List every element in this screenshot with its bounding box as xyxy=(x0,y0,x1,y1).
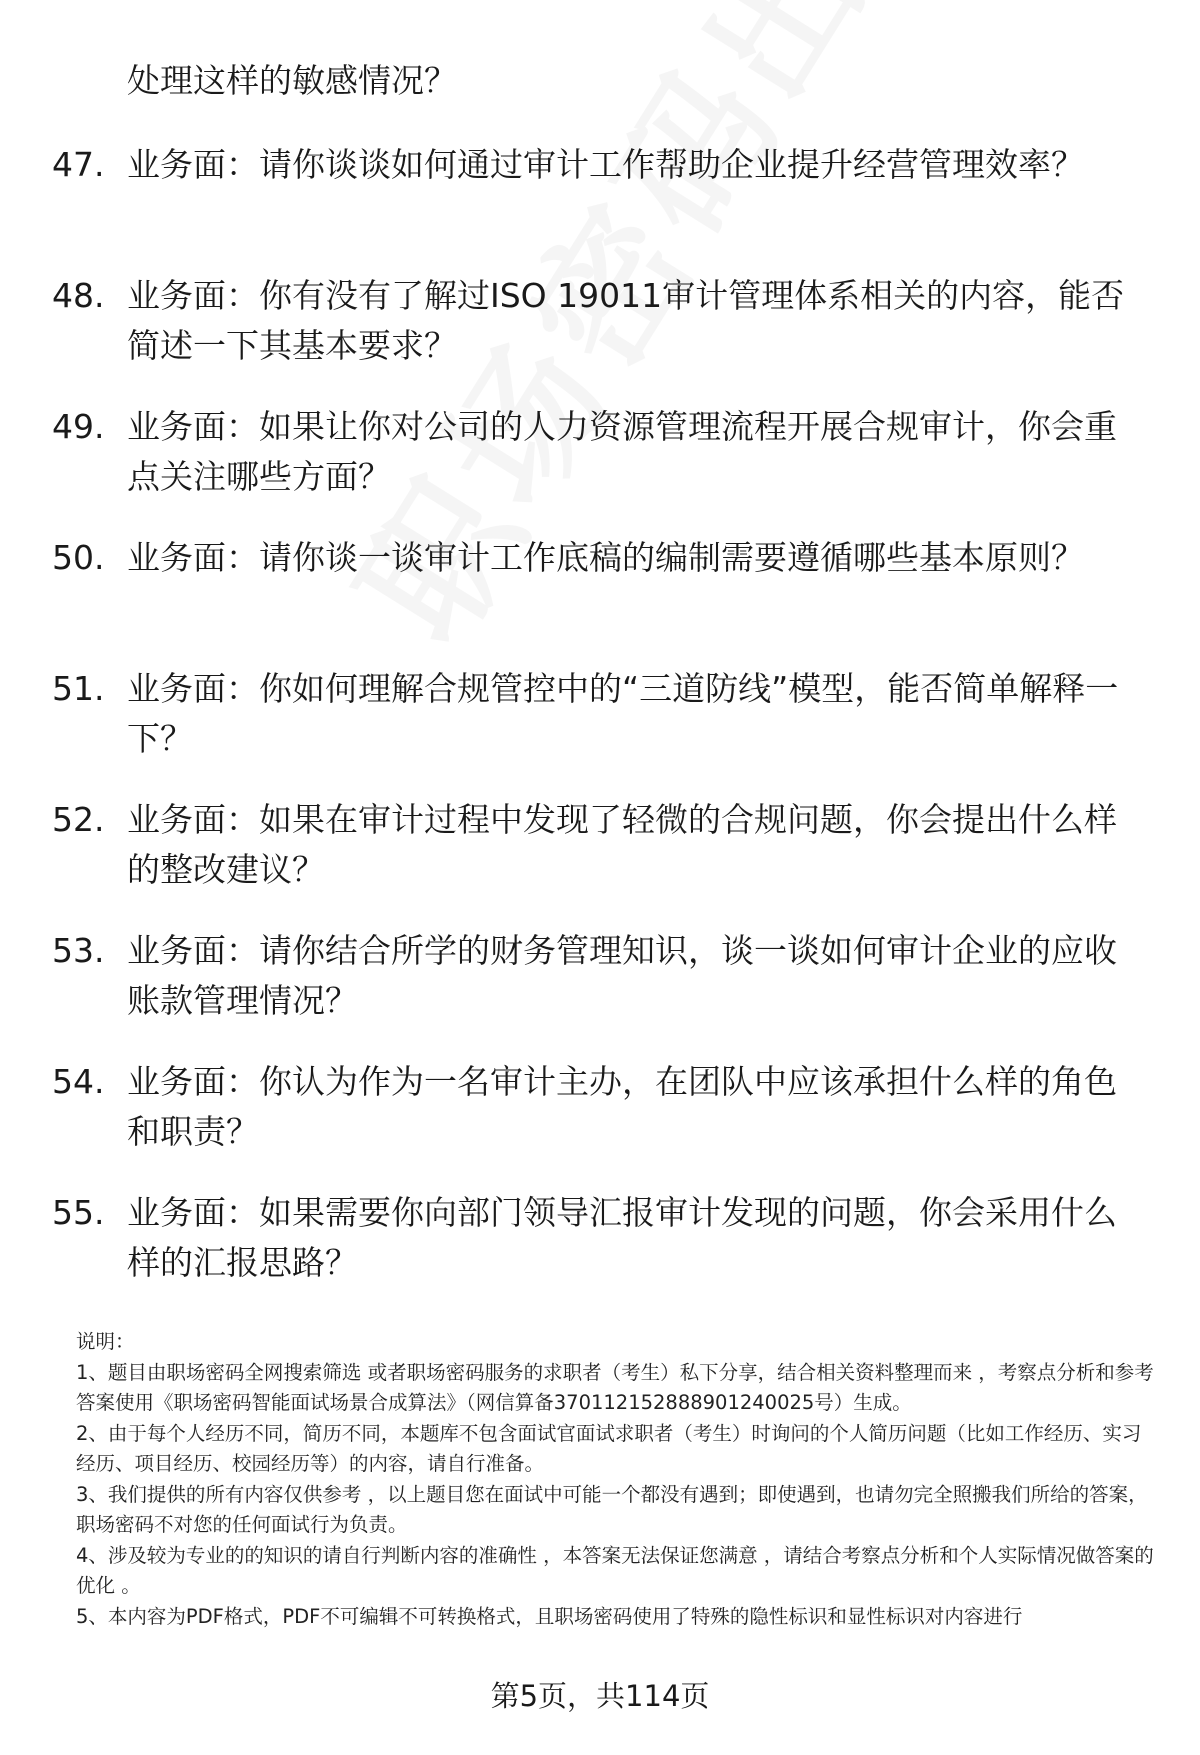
notes-section xyxy=(76,1327,1156,1632)
question-item xyxy=(0,664,1200,795)
question-number: 50. xyxy=(52,538,105,577)
note-item: 4、涉及较为专业的的知识的请自行判断内容的准确性 ，本答案无法保证您满意 ，请结合考察点分析和个人实际情况做答案的优化 。 xyxy=(76,1543,1154,1597)
question-number: 51. xyxy=(52,669,105,708)
question-text: 业务面：请你谈谈如何通过审计工作帮助企业提升经营管理效率？ xyxy=(127,145,1084,184)
question-text: 业务面：如果在审计过程中发现了轻微的合规问题，你会提出什么样的整改建议？ xyxy=(127,800,1117,889)
question-item xyxy=(0,1057,1200,1188)
question-continuation: 处理这样的敏感情况？ xyxy=(127,61,457,100)
question-text: 业务面：如果让你对公司的人力资源管理流程开展合规审计，你会重点关注哪些方面？ xyxy=(127,407,1117,496)
question-item xyxy=(0,795,1200,926)
notes-title: 说明： xyxy=(76,1330,135,1353)
note-item: 2、由于每个人经历不同，简历不同，本题库不包含面试官面试求职者（考生）时询问的个人简历问题（比如工作经历、实习经历、项目经历、校园经历等）的内容，请自行准备。 xyxy=(76,1421,1142,1475)
question-list xyxy=(0,140,1200,1319)
question-item xyxy=(0,1188,1200,1319)
question-number: 52. xyxy=(52,800,105,839)
question-number: 53. xyxy=(52,931,105,970)
question-text: 业务面：你如何理解合规管控中的“三道防线”模型，能否简单解释一下？ xyxy=(127,669,1119,758)
question-number: 54. xyxy=(52,1062,105,1101)
question-number: 47. xyxy=(52,145,105,184)
question-text: 业务面：请你谈一谈审计工作底稿的编制需要遵循哪些基本原则？ xyxy=(127,538,1084,577)
question-text: 业务面：如果需要你向部门领导汇报审计发现的问题，你会采用什么样的汇报思路？ xyxy=(127,1193,1117,1282)
question-text: 业务面：你有没有了解过ISO 19011审计管理体系相关的内容，能否简述一下其基本要求？ xyxy=(127,276,1125,365)
question-item xyxy=(0,140,1200,271)
question-item xyxy=(0,402,1200,533)
question-text: 业务面：你认为作为一名审计主办，在团队中应该承担什么样的角色和职责？ xyxy=(127,1062,1117,1151)
note-item: 5、本内容为PDF格式，PDF不可编辑不可转换格式，且职场密码使用了特殊的隐性标识和显性标识对内容进行 xyxy=(76,1604,1023,1628)
note-item: 3、我们提供的所有内容仅供参考 ，以上题目您在面试中可能一个都没有遇到；即使遇到，也请勿完全照搬我们所给的答案，职场密码不对您的任何面试行为负责。 xyxy=(76,1482,1148,1536)
question-text: 业务面：请你结合所学的财务管理知识，谈一谈如何审计企业的应收账款管理情况？ xyxy=(127,931,1117,1020)
page-number: 第5页，共114页 xyxy=(490,1679,710,1713)
question-item xyxy=(0,926,1200,1057)
question-item xyxy=(0,271,1200,402)
question-number: 48. xyxy=(52,276,105,315)
question-item xyxy=(0,533,1200,664)
question-number: 49. xyxy=(52,407,105,446)
question-number: 55. xyxy=(52,1193,105,1232)
note-item: 1、题目由职场密码全网搜索筛选 或者职场密码服务的求职者（考生）私下分享，结合相关资料整理而来 ，考察点分析和参考答案使用《职场密码智能面试场景合成算法》（网信算备370112152888901240025号）生成。 xyxy=(76,1360,1154,1414)
